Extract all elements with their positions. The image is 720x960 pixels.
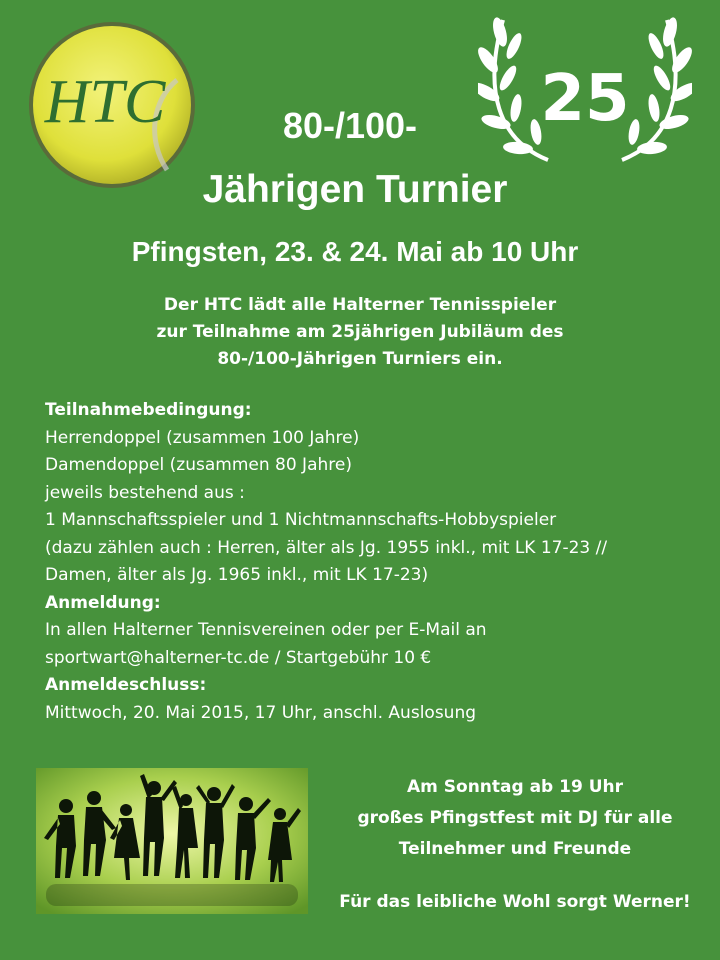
conditions-line: Damendoppel (zusammen 80 Jahre): [45, 455, 352, 475]
registration-line: In allen Halterner Tennisvereinen oder per E-Mail an: [45, 620, 487, 640]
intro-text: [60, 292, 660, 373]
anniversary-number: 25: [540, 62, 630, 136]
party-announcement: [315, 772, 715, 918]
intro-line: zur Teilnahme am 25jährigen Jubiläum des: [156, 322, 564, 342]
deadline-line: Mittwoch, 20. Mai 2015, 17 Uhr, anschl. Auslosung: [45, 702, 477, 723]
registration-heading: Anmeldung:: [45, 592, 161, 613]
laurel-wreath-icon: [478, 10, 692, 170]
title-line-2: Jährigen Turnier: [202, 168, 508, 211]
logo-text: HTC: [44, 68, 166, 136]
registration-line: sportwart@halterner-tc.de / Startgebühr 10 €: [45, 647, 432, 668]
htc-logo: [27, 20, 197, 190]
deadline-heading: Anmeldeschluss:: [45, 675, 207, 695]
party-footer: Für das leibliche Wohl sorgt Werner!: [339, 892, 691, 912]
dancing-people-image: [36, 768, 308, 914]
party-line: Am Sonntag ab 19 Uhr: [406, 777, 624, 797]
conditions-line: Damen, älter als Jg. 1965 inkl., mit LK 17-23): [45, 565, 429, 585]
title-line-1: 80-/100-: [282, 105, 418, 146]
intro-line: 80-/100-Jährigen Turniers ein.: [217, 349, 503, 369]
conditions-heading: Teilnahmebedingung:: [45, 400, 252, 420]
party-line: Teilnehmer und Freunde: [398, 839, 632, 859]
conditions-line: jeweils bestehend aus :: [45, 482, 245, 503]
party-line: großes Pfingstfest mit DJ für alle: [357, 808, 673, 828]
info-section: [45, 397, 705, 727]
conditions-line: Herrendoppel (zusammen 100 Jahre): [45, 427, 360, 448]
event-date: Pfingsten, 23. & 24. Mai ab 10 Uhr: [131, 236, 579, 267]
intro-line: Der HTC lädt alle Halterner Tennisspieler: [163, 295, 557, 315]
conditions-line: (dazu zählen auch : Herren, älter als Jg. 1955 inkl., mit LK 17-23 //: [45, 537, 608, 558]
conditions-line: 1 Mannschaftsspieler und 1 Nichtmannschafts-Hobbyspieler: [45, 510, 557, 530]
